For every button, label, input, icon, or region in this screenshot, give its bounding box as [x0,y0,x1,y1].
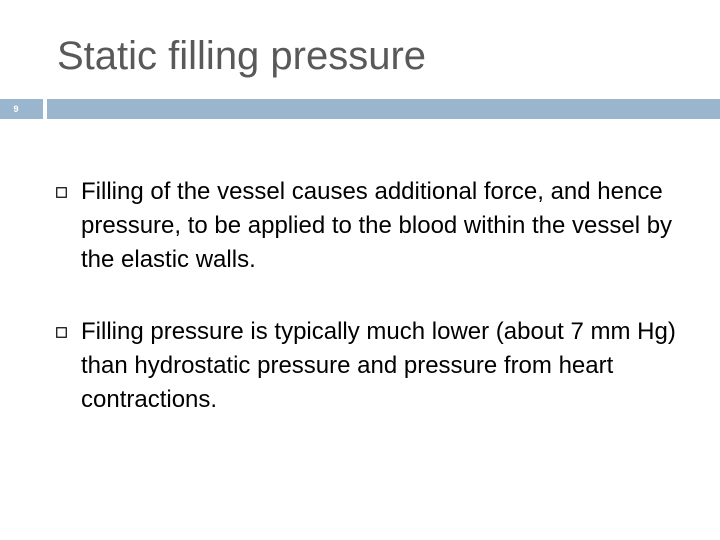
bullet-item [52,315,692,417]
bullet-item [52,175,692,277]
bullet-text: Filling pressure is typically much lower (about 7 mm Hg) than hydrostatic pressure and pressure from heart contractions. [81,318,676,413]
bullet-list [52,175,692,455]
slide-number: 9 [13,104,19,114]
bullet-text: Filling of the vessel causes additional force, and hence pressure, to be applied to the blood within the vessel by the elastic walls. [81,178,673,273]
hollow-square-bullet-icon [56,327,67,338]
header-accent-bar [47,99,720,119]
hollow-square-bullet-icon [56,187,67,198]
slide-title: Static filling pressure [57,34,427,78]
